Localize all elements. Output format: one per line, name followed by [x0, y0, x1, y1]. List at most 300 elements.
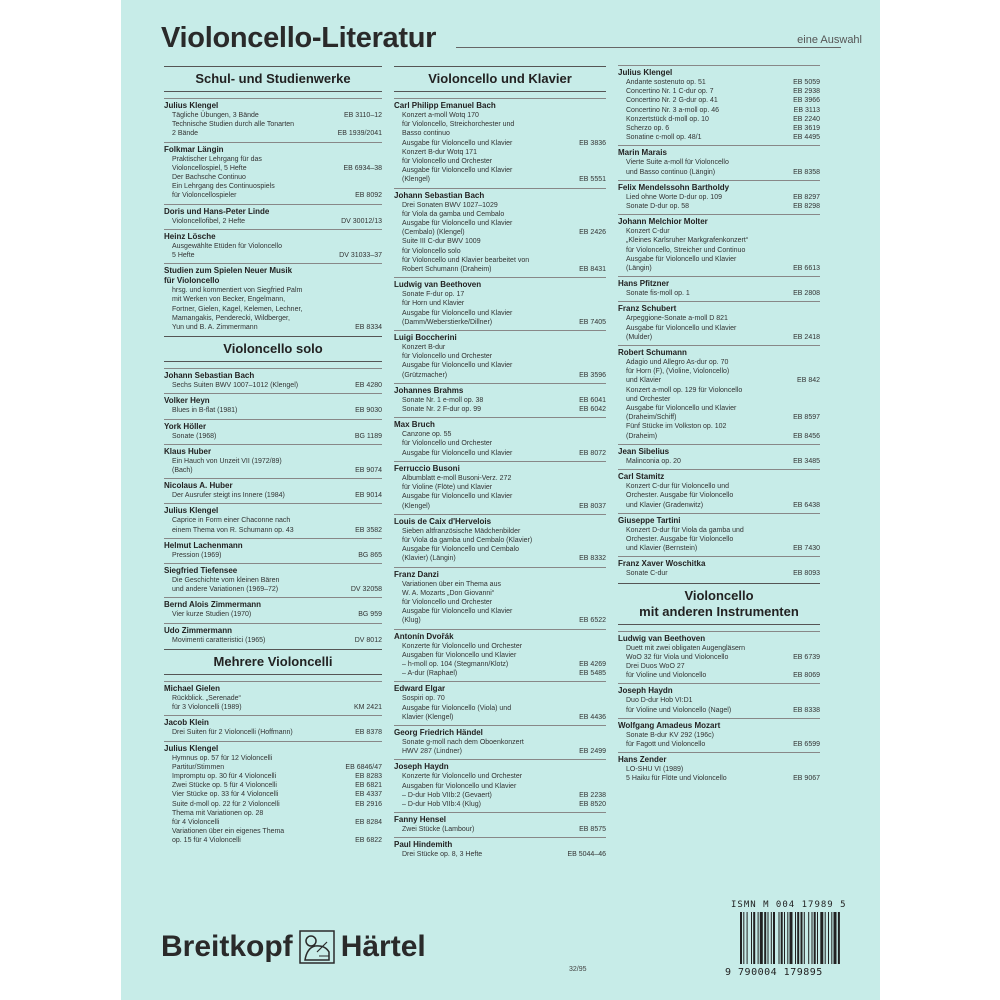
- catalog-entry: [394, 474, 606, 511]
- barcode-number: 9 790004 179895: [725, 967, 823, 978]
- catalog-entry: [394, 237, 606, 274]
- section-heading-line: mit anderen Instrumenten: [639, 603, 799, 619]
- barcode-bar: [760, 912, 763, 964]
- work-title: Sieben altfranzösische Mädchenbilder für Viola da gamba und Cembalo (Klavier) Ausgabe für Violoncello und Cembalo (Klavier) (Längin): [402, 527, 533, 563]
- work-title: Sonate C-dur: [626, 570, 668, 578]
- work-title: Technische Studien durch alle Tonarten 2 Bände: [172, 121, 295, 138]
- edition-number: EB 6599: [793, 740, 820, 748]
- edition-number: EB 6613: [793, 265, 820, 273]
- edition-number: EB 3836: [579, 139, 606, 147]
- barcode-bar: [773, 912, 775, 964]
- catalog-entry: [618, 115, 820, 124]
- barcode-bar: [817, 912, 818, 964]
- composer-name: Johann Melchior Molter: [618, 214, 820, 227]
- edition-number: BG 1189: [354, 432, 382, 440]
- composer-name: Antonín Dvořák: [394, 629, 606, 642]
- catalog-entry: [164, 636, 382, 645]
- edition-number: DV 32058: [350, 586, 382, 594]
- work-title: Konzerte für Violoncello und Orchester Ausgaben für Violoncello und Klavier – h-moll op. 104 (Stegmann/Klotz): [402, 642, 523, 668]
- composer-name: Ludwig van Beethoven: [618, 631, 820, 644]
- section-heading: [164, 336, 382, 362]
- barcode-bar: [831, 912, 832, 964]
- barcode-bar: [795, 912, 796, 964]
- catalog-entry: [164, 217, 382, 226]
- catalog-entry: [164, 120, 382, 138]
- edition-number: EB 5044–46: [567, 851, 606, 859]
- composer-name: Volker Heyn: [164, 393, 382, 406]
- work-title: Konzert C-dur für Violoncello und Orchester. Ausgabe für Violoncello und Klavier (Gradenwitz): [626, 483, 734, 509]
- composer-name: Johann Sebastian Bach: [394, 188, 606, 201]
- page-subtitle: eine Auswahl: [797, 34, 862, 46]
- catalog-entry: [618, 158, 820, 176]
- edition-number: EB 3596: [579, 371, 606, 379]
- composer-name: Franz Xaver Woschitka: [618, 556, 820, 569]
- composer-name: Johannes Brahms: [394, 383, 606, 396]
- composer-name: York Höller: [164, 419, 382, 432]
- edition-number: EB 3582: [355, 526, 382, 534]
- barcode-bar: [781, 912, 783, 964]
- edition-number: EB 8575: [579, 826, 606, 834]
- catalog-entry: [618, 133, 820, 142]
- work-title: Malinconia op. 20: [626, 457, 681, 465]
- composer-name: Folkmar Längin: [164, 142, 382, 155]
- work-title: Concertino Nr. 2 G-dur op. 41: [626, 97, 718, 105]
- edition-number: EB 8093: [793, 570, 820, 578]
- work-title: Hymnus op. 57 für 12 Violoncelli Partitur/Stimmen: [172, 754, 273, 771]
- composer-name: Michael Gielen: [164, 681, 382, 694]
- catalog-entry: [164, 551, 382, 560]
- section-heading: [618, 583, 820, 625]
- barcode-bar: [768, 912, 769, 964]
- work-title: Drei Stücke op. 8, 3 Hefte: [402, 851, 483, 859]
- work-title: Blues in B-flat (1981): [172, 407, 238, 415]
- edition-number: EB 3966: [793, 97, 820, 105]
- barcode-bar: [779, 912, 780, 964]
- composer-name: Doris und Hans-Peter Linde: [164, 204, 382, 217]
- composer-name: Franz Schubert: [618, 301, 820, 314]
- edition-number: EB 2240: [793, 115, 820, 123]
- composer-name: Hans Zender: [618, 752, 820, 765]
- work-title: Concertino Nr. 3 a-moll op. 46: [626, 106, 719, 114]
- ismn-number: ISMN M 004 17989 5: [731, 900, 847, 910]
- composer-name: Joseph Haydn: [618, 683, 820, 696]
- work-title: Konzert D-dur für Viola da gamba und Orchester. Ausgabe für Violoncello und Klavier (Bernstein): [626, 526, 744, 553]
- edition-number: EB 6042: [579, 406, 606, 414]
- edition-number: EB 4337: [355, 791, 382, 799]
- work-title: Variationen über ein eigenes Thema op. 15 für 4 Violoncelli: [172, 828, 285, 845]
- section-heading-line: Violoncello und Klavier: [428, 71, 572, 86]
- catalog-entry: [394, 527, 606, 564]
- catalog-entry: [394, 148, 606, 185]
- catalog-entry: [618, 662, 820, 680]
- edition-number: EB 8072: [579, 449, 606, 457]
- work-title: Zwei Stücke (Lambour): [402, 826, 475, 834]
- edition-number: BG 865: [358, 551, 382, 559]
- edition-number: EB 3110–12: [343, 112, 382, 119]
- catalog-entry: [618, 314, 820, 342]
- edition-number: EB 5059: [793, 79, 820, 86]
- catalog-entry: [618, 193, 820, 202]
- catalog-entry: [618, 765, 820, 783]
- barcode-bar: [764, 912, 766, 964]
- composer-name: Hans Pfitzner: [618, 276, 820, 289]
- catalog-entry: [618, 569, 820, 578]
- section-heading-line: Mehrere Violoncelli: [213, 653, 333, 669]
- composer-name: Nicolaus A. Huber: [164, 478, 382, 491]
- work-title: Sonate (1968): [172, 432, 217, 440]
- catalog-entry: [164, 790, 382, 799]
- work-title: Concertino Nr. 1 C-dur op. 7: [626, 88, 714, 96]
- barcode-bar: [828, 912, 829, 964]
- catalog-entry: [618, 644, 820, 662]
- work-title: Variationen über ein Thema aus W. A. Mozarts „Don Giovanni“ für Violoncello und Orchester Ausgabe für Violoncello und Klavier (Klug): [402, 580, 513, 625]
- edition-number: KM 2421: [353, 704, 382, 712]
- composer-name: Jean Sibelius: [618, 444, 820, 457]
- catalog-entry: [164, 800, 382, 809]
- composer-name: Heinz Lösche: [164, 229, 382, 242]
- catalog-entry: [394, 343, 606, 380]
- composer-name: Jacob Klein: [164, 715, 382, 728]
- edition-number: EB 8358: [793, 168, 820, 176]
- column-2: [394, 62, 606, 860]
- work-title: Konzertstück d-moll op. 10: [626, 115, 709, 123]
- edition-number: EB 9067: [793, 775, 820, 783]
- work-title: Sechs Suiten BWV 1007–1012 (Klengel): [172, 382, 299, 390]
- edition-number: EB 6846/47: [345, 763, 382, 771]
- composer-name: Johann Sebastian Bach: [164, 368, 382, 381]
- catalog-entry: [394, 405, 606, 414]
- barcode-bar: [825, 912, 826, 964]
- composer-name: Robert Schumann: [618, 345, 820, 358]
- composer-name: Julius Klengel: [164, 98, 382, 111]
- work-title: hrsg. und kommentiert von Siegfried Palm mit Werken von Becker, Engelmann, Fortner, Gielen, Kagel, Kelemen, Lechner, Mamangakis, Penderecki, Wildberger, Yun und B. A. Zimmermann: [172, 287, 303, 332]
- composer-name: Marin Marais: [618, 145, 820, 158]
- composer-name: Studien zum Spielen Neuer Musik für Violoncello: [164, 263, 382, 286]
- catalog-entry: [394, 738, 606, 756]
- barcode-bar: [797, 912, 799, 964]
- barcode-bar: [820, 912, 823, 964]
- catalog-entry: [394, 111, 606, 148]
- publisher-logo: [161, 930, 426, 964]
- work-title: Duett mit zwei obligaten Augengläsern WoO 32 für Viola und Violoncello: [626, 644, 746, 661]
- composer-name: Helmut Lachenmann: [164, 538, 382, 551]
- work-title: Movimenti caratteristici (1965): [172, 636, 266, 644]
- work-title: Vier kurze Studien (1970): [172, 611, 252, 619]
- catalog-entry: [618, 106, 820, 115]
- barcode-bar: [784, 912, 785, 964]
- work-title: Drei Sonaten BWV 1027–1029 für Viola da gamba und Cembalo Ausgabe für Violoncello und Klavier (Cembalo) (Klengel): [402, 201, 513, 237]
- catalog-entry: [394, 580, 606, 626]
- work-title: Andante sostenuto op. 51: [626, 79, 706, 86]
- edition-number: EB 1939/2041: [337, 130, 382, 138]
- catalog-entry: [394, 396, 606, 405]
- edition-number: EB 6822: [355, 837, 382, 845]
- work-title: Impromptu op. 30 für 4 Violoncelli: [172, 772, 277, 780]
- work-title: Konzert a-moll op. 129 für Violoncello und Orchester Ausgabe für Violoncello und Klavier (Draheim/Schiff): [626, 386, 743, 422]
- column-1: [164, 62, 382, 846]
- edition-number: EB 9030: [355, 407, 382, 415]
- catalog-entry: [618, 358, 820, 386]
- catalog-entry: [618, 289, 820, 298]
- work-title: Violoncellofibel, 2 Hefte: [172, 217, 246, 225]
- section-heading: [164, 66, 382, 92]
- catalog-entry: [618, 202, 820, 211]
- edition-number: EB 8431: [579, 266, 606, 274]
- composer-name: Siegfried Tiefensee: [164, 563, 382, 576]
- edition-number: EB 6438: [793, 501, 820, 509]
- composer-name: Louis de Caix d'Hervelois: [394, 514, 606, 527]
- edition-number: EB 8069: [793, 672, 820, 680]
- work-title: Ein Hauch von Unzeit VII (1972/89) (Bach): [172, 457, 282, 475]
- catalog-entry: [394, 430, 606, 458]
- barcode-bar: [771, 912, 772, 964]
- barcode-bar: [753, 912, 755, 964]
- catalog-entry: [164, 111, 382, 120]
- composer-name: Wolfgang Amadeus Mozart: [618, 718, 820, 731]
- catalog-entry: [618, 96, 820, 105]
- composer-name: Georg Friedrich Händel: [394, 725, 606, 738]
- edition-number: EB 6522: [579, 617, 606, 625]
- catalog-entry: [164, 457, 382, 475]
- catalog-entry: [618, 422, 820, 440]
- catalog-entry: [164, 406, 382, 415]
- page-code: 32/95: [569, 966, 587, 973]
- catalog-entry: [394, 850, 606, 859]
- catalog-entry: [618, 78, 820, 87]
- catalog-entry: [618, 696, 820, 714]
- catalog-entry: [618, 457, 820, 466]
- work-title: Scherzo op. 6: [626, 125, 670, 133]
- edition-number: EB 3113: [793, 106, 820, 114]
- work-title: Suite d-moll op. 22 für 2 Violoncelli: [172, 800, 280, 808]
- logo-text-right: Härtel: [340, 930, 426, 963]
- bear-logo-icon: [299, 930, 335, 964]
- work-title: Der Bachsche Continuo Ein Lehrgang des Continuospiels für Violoncellospieler: [172, 174, 275, 200]
- composer-name: Paul Hindemith: [394, 837, 606, 850]
- edition-number: EB 4495: [793, 134, 820, 142]
- edition-number: EB 7430: [793, 545, 820, 553]
- catalog-entry: [164, 809, 382, 827]
- edition-number: EB 8378: [355, 729, 382, 737]
- section-heading-line: Violoncello: [684, 587, 754, 603]
- composer-name: Luigi Boccherini: [394, 330, 606, 343]
- work-title: – D-dur Hob VIIb:4 (Klug): [402, 800, 481, 808]
- work-title: Drei Duos WoO 27 für Violine und Violoncello: [626, 662, 707, 680]
- work-title: Konzerte für Violoncello und Orchester Ausgaben für Violoncello und Klavier – D-dur Hob VIIb:2 (Gevaert): [402, 773, 523, 799]
- edition-number: EB 8338: [793, 706, 820, 714]
- edition-number: EB 2238: [579, 791, 606, 799]
- barcode-bar: [814, 912, 816, 964]
- work-title: Duo D-dur Hob VI:D1 für Violine und Violoncello (Nagel): [626, 697, 732, 714]
- composer-name: Fanny Hensel: [394, 812, 606, 825]
- edition-number: DV 31033–37: [339, 252, 382, 260]
- work-title: LO-SHU VI (1989) 5 Haiku für Flöte und Violoncello: [626, 766, 727, 783]
- edition-number: EB 2499: [579, 748, 606, 756]
- catalog-entry: [394, 800, 606, 809]
- work-title: Sonate fis-moll op. 1: [626, 290, 690, 298]
- edition-number: EB 2808: [793, 290, 820, 298]
- work-title: Sonate D-dur op. 58: [626, 203, 690, 211]
- composer-name: Giuseppe Tartini: [618, 513, 820, 526]
- catalog-entry: [164, 432, 382, 441]
- catalog-entry: [164, 173, 382, 201]
- section-heading: [164, 649, 382, 675]
- edition-number: EB 3619: [793, 125, 820, 133]
- work-title: Caprice in Form einer Chaconne nach einem Thema von R. Schumann op. 43: [172, 517, 294, 534]
- catalog-entry: [394, 825, 606, 834]
- barcode-bar: [743, 912, 744, 964]
- catalog-entry: [394, 694, 606, 722]
- catalog-entry: [164, 754, 382, 772]
- barcode-bar: [787, 912, 788, 964]
- composer-name: Julius Klengel: [164, 503, 382, 516]
- catalog-entry: [164, 576, 382, 594]
- composer-name: Bernd Alois Zimmermann: [164, 597, 382, 610]
- catalog-entry: [164, 491, 382, 500]
- edition-number: EB 6821: [355, 782, 382, 790]
- barcode-bar: [740, 912, 742, 964]
- edition-number: EB 8284: [355, 818, 382, 826]
- edition-number: EB 8037: [579, 502, 606, 510]
- catalog-entry: [618, 731, 820, 749]
- barcode-bar: [751, 912, 752, 964]
- edition-number: EB 8456: [793, 432, 820, 440]
- catalog-entry: [164, 610, 382, 619]
- title-rule: [456, 47, 841, 48]
- work-title: Arpeggione-Sonate a-moll D 821 Ausgabe für Violoncello und Klavier (Mulder): [626, 315, 737, 341]
- edition-number: EB 842: [797, 377, 820, 385]
- composer-name: Carl Philipp Emanuel Bach: [394, 98, 606, 111]
- catalog-entry: [618, 526, 820, 554]
- catalog-entry: [164, 381, 382, 390]
- work-title: Suite III C-dur BWV 1009 für Violoncello solo für Violoncello und Klavier bearbeitet von Robert Schumann (Draheim): [402, 238, 530, 274]
- catalog-entry: [394, 201, 606, 238]
- column-3: [618, 62, 820, 784]
- work-title: Rückblick. „Serenade“ für 3 Violoncelli (1989): [172, 694, 242, 712]
- work-title: Sospiri op. 70 Ausgabe für Violoncello (Viola) und Klavier (Klengel): [402, 695, 512, 721]
- catalog-entry: [164, 772, 382, 781]
- work-title: – A-dur (Raphael): [402, 670, 458, 678]
- edition-number: EB 8298: [793, 203, 820, 211]
- edition-number: EB 3485: [793, 457, 820, 465]
- composer-name: Ferruccio Busoni: [394, 461, 606, 474]
- composer-name: Udo Zimmermann: [164, 623, 382, 636]
- composer-name: Max Bruch: [394, 417, 606, 430]
- catalog-entry: [394, 669, 606, 678]
- edition-number: EB 8597: [793, 414, 820, 422]
- composer-name: Julius Klengel: [164, 741, 382, 754]
- edition-number: EB 8297: [793, 193, 820, 201]
- catalog-entry: [164, 155, 382, 173]
- work-title: Pression (1969): [172, 551, 222, 559]
- composer-name: Felix Mendelssohn Bartholdy: [618, 180, 820, 193]
- work-title: Lied ohne Worte D-dur op. 109: [626, 193, 722, 201]
- barcode-bar: [790, 912, 793, 964]
- work-title: Sonate F-dur op. 17 für Horn und Klavier Ausgabe für Violoncello und Klavier (Damm/Weberstierke/Dillner): [402, 291, 513, 326]
- catalog-entry: [394, 290, 606, 327]
- work-title: Sonatine c-moll op. 48/1: [626, 134, 702, 142]
- catalog-entry: [164, 516, 382, 534]
- catalog-entry: [164, 242, 382, 260]
- work-title: Zwei Stücke op. 5 für 4 Violoncelli: [172, 782, 277, 790]
- work-title: Sonate g-moll nach dem Oboenkonzert HWV 287 (Lindner): [402, 738, 524, 756]
- edition-number: DV 8012: [354, 636, 382, 644]
- work-title: Vier Stücke op. 33 für 4 Violoncelli: [172, 791, 279, 799]
- work-title: Ausgewählte Etüden für Violoncello 5 Hefte: [172, 242, 283, 260]
- edition-number: EB 4280: [355, 382, 382, 390]
- catalog-page: [121, 0, 880, 1000]
- catalog-entry: [618, 227, 820, 273]
- catalog-entry: [164, 286, 382, 332]
- catalog-entry: [164, 827, 382, 845]
- barcode-bar: [812, 912, 813, 964]
- catalog-entry: [394, 772, 606, 800]
- edition-number: EB 6934–38: [343, 164, 382, 172]
- work-title: Konzert B-dur Wotq 171 für Violoncello und Orchester Ausgabe für Violoncello und Klavier (Klengel): [402, 148, 513, 184]
- edition-number: EB 8520: [579, 800, 606, 808]
- barcode-bar: [804, 912, 805, 964]
- composer-name: Klaus Huber: [164, 444, 382, 457]
- barcode-bar: [758, 912, 759, 964]
- work-title: Praktischer Lehrgang für das Violoncellospiel, 5 Hefte: [172, 155, 262, 172]
- composer-name: Edward Elgar: [394, 681, 606, 694]
- edition-number: DV 30012/13: [341, 217, 382, 225]
- work-title: Canzone op. 55 für Violoncello und Orchester Ausgabe für Violoncello und Klavier: [402, 431, 513, 457]
- edition-number: EB 7405: [579, 318, 606, 326]
- edition-number: EB 6041: [579, 396, 606, 404]
- work-title: Konzert B-dur für Violoncello und Orchester Ausgabe für Violoncello und Klavier (Grützmacher): [402, 344, 513, 379]
- work-title: Drei Suiten für 2 Violoncelli (Hoffmann): [172, 729, 293, 737]
- composer-name: Joseph Haydn: [394, 759, 606, 772]
- work-title: Vierte Suite a-moll für Violoncello und Basso continuo (Längin): [626, 159, 729, 176]
- barcode-bar: [834, 912, 837, 964]
- catalog-entry: [164, 728, 382, 737]
- edition-number: EB 8283: [355, 772, 382, 780]
- edition-number: EB 5551: [579, 176, 606, 184]
- edition-number: EB 8332: [579, 555, 606, 563]
- composer-name: Franz Danzi: [394, 567, 606, 580]
- barcode-bar: [801, 912, 803, 964]
- edition-number: EB 9074: [355, 467, 382, 475]
- barcode-bar: [838, 912, 840, 964]
- work-title: Sonate Nr. 2 F-dur op. 99: [402, 406, 481, 414]
- work-title: Konzert C-dur „Kleines Karlsruher Markgrafenkonzert“ für Violoncello, Streicher und Continuo Ausgabe für Violoncello und Klavier (Längin): [626, 228, 749, 273]
- section-heading: [394, 66, 606, 92]
- edition-number: EB 4436: [579, 713, 606, 721]
- work-title: Der Ausrufer steigt ins Innere (1984): [172, 492, 285, 500]
- composer-name: Carl Stamitz: [618, 469, 820, 482]
- section-heading-line: Schul- und Studienwerke: [195, 71, 351, 86]
- composer-name: Julius Klengel: [618, 65, 820, 78]
- barcode-bar: [808, 912, 809, 964]
- edition-number: EB 8092: [355, 192, 382, 200]
- work-title: Tägliche Übungen, 3 Bände: [172, 112, 259, 119]
- section-heading-line: Violoncello solo: [223, 341, 323, 357]
- edition-number: EB 5485: [579, 670, 606, 678]
- logo-text-left: Breitkopf: [161, 930, 293, 963]
- barcode-icon: [736, 912, 876, 967]
- work-title: Sonate B-dur KV 292 (196c) für Fagott und Violoncello: [626, 731, 714, 748]
- edition-number: EB 4269: [579, 660, 606, 668]
- work-title: Sonate Nr. 1 e-moll op. 38: [402, 396, 484, 404]
- catalog-entry: [618, 124, 820, 133]
- work-title: Thema mit Variationen op. 28 für 4 Violoncelli: [172, 809, 264, 826]
- page-title: Violoncello-Literatur: [161, 22, 437, 54]
- edition-number: EB 6739: [793, 653, 820, 661]
- work-title: Albumblatt e-moll Busoni-Verz. 272 für Violine (Flöte) und Klavier Ausgabe für Violoncello und Klavier (Klengel): [402, 474, 513, 510]
- catalog-entry: [394, 642, 606, 670]
- catalog-entry: [618, 386, 820, 423]
